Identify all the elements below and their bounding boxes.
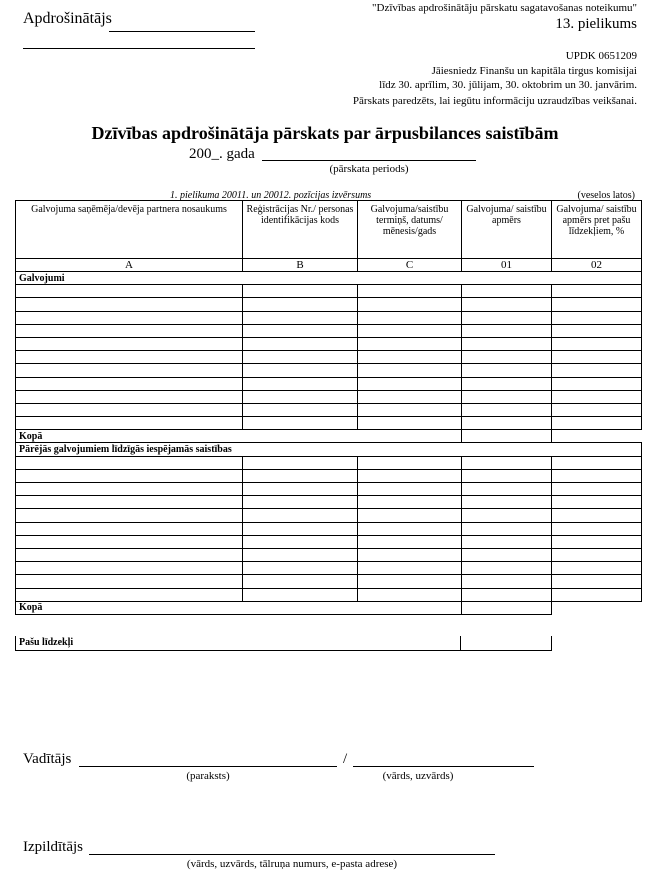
guarantee-cell[interactable] bbox=[552, 337, 642, 350]
guarantee-row bbox=[16, 311, 642, 324]
other-obligation-cell[interactable] bbox=[552, 548, 642, 561]
total-row-1 bbox=[16, 430, 642, 443]
year-prefix: 200_. gada bbox=[189, 146, 255, 162]
guarantee-row bbox=[16, 403, 642, 416]
annex-number: 13. pielikums bbox=[555, 16, 637, 32]
other-obligation-row bbox=[16, 496, 642, 509]
other-obligation-cell[interactable] bbox=[358, 509, 462, 522]
guarantee-row bbox=[16, 377, 642, 390]
guarantee-cell[interactable] bbox=[243, 390, 358, 403]
own-funds-divider bbox=[460, 636, 461, 650]
other-obligation-cell[interactable] bbox=[243, 548, 358, 561]
guarantee-cell[interactable] bbox=[243, 417, 358, 430]
guarantee-cell[interactable] bbox=[16, 285, 243, 298]
guarantee-cell[interactable] bbox=[462, 403, 552, 416]
total-amount-1[interactable] bbox=[462, 430, 552, 443]
guarantee-cell[interactable] bbox=[552, 285, 642, 298]
guarantee-cell[interactable] bbox=[358, 390, 462, 403]
other-obligation-cell[interactable] bbox=[358, 469, 462, 482]
other-obligation-cell[interactable] bbox=[16, 496, 243, 509]
other-obligation-cell[interactable] bbox=[16, 548, 243, 561]
col-code-a: A bbox=[16, 259, 243, 272]
col-code-01: 01 bbox=[462, 259, 552, 272]
other-obligation-cell[interactable] bbox=[243, 483, 358, 496]
insurer-name-line-2[interactable] bbox=[23, 48, 255, 49]
other-obligation-row bbox=[16, 469, 642, 482]
guarantee-row bbox=[16, 364, 642, 377]
section-guarantees-label: Galvojumi bbox=[16, 272, 642, 285]
other-obligation-cell[interactable] bbox=[552, 496, 642, 509]
guarantee-cell[interactable] bbox=[358, 351, 462, 364]
other-obligation-cell[interactable] bbox=[358, 535, 462, 548]
other-obligation-cell[interactable] bbox=[358, 456, 462, 469]
other-obligation-cell[interactable] bbox=[243, 522, 358, 535]
other-obligation-cell[interactable] bbox=[358, 562, 462, 575]
other-obligation-cell[interactable] bbox=[16, 588, 243, 601]
guarantee-cell[interactable] bbox=[243, 298, 358, 311]
other-obligation-row bbox=[16, 522, 642, 535]
other-obligation-cell[interactable] bbox=[243, 456, 358, 469]
other-obligation-cell[interactable] bbox=[243, 588, 358, 601]
table-header-row bbox=[16, 201, 642, 259]
other-obligation-cell[interactable] bbox=[462, 588, 552, 601]
other-obligation-cell[interactable] bbox=[358, 575, 462, 588]
other-obligation-cell[interactable] bbox=[462, 509, 552, 522]
own-funds-row bbox=[15, 636, 552, 651]
guarantee-cell[interactable] bbox=[462, 311, 552, 324]
guarantee-cell[interactable] bbox=[358, 298, 462, 311]
guarantee-cell[interactable] bbox=[462, 417, 552, 430]
other-obligation-cell[interactable] bbox=[243, 496, 358, 509]
other-obligation-row bbox=[16, 588, 642, 601]
own-funds-label: Pašu līdzekļi bbox=[19, 637, 74, 648]
other-obligation-cell[interactable] bbox=[462, 535, 552, 548]
guarantee-row bbox=[16, 417, 642, 430]
other-obligation-cell[interactable] bbox=[243, 509, 358, 522]
manager-label: Vadītājs bbox=[23, 751, 72, 767]
guarantee-cell[interactable] bbox=[552, 311, 642, 324]
guarantee-cell[interactable] bbox=[462, 351, 552, 364]
submit-line-2: līdz 30. aprīlim, 30. jūlijam, 30. oktobrim un 30. janvārim. bbox=[379, 79, 637, 91]
table-note: 1. pielikuma 20011. un 20012. pozīcijas izvērsums bbox=[170, 190, 372, 201]
guarantee-cell[interactable] bbox=[16, 390, 243, 403]
executor-caption: (vārds, uzvārds, tālruņa numurs, e-pasta adrese) bbox=[186, 858, 398, 870]
guarantee-cell[interactable] bbox=[358, 417, 462, 430]
other-obligation-cell[interactable] bbox=[552, 509, 642, 522]
guarantee-cell[interactable] bbox=[358, 364, 462, 377]
guarantee-cell[interactable] bbox=[16, 324, 243, 337]
col-header-amount: Galvojuma/ saistību apmērs bbox=[462, 201, 552, 259]
other-obligation-cell[interactable] bbox=[462, 469, 552, 482]
guarantee-cell[interactable] bbox=[552, 377, 642, 390]
col-code-c: C bbox=[358, 259, 462, 272]
guarantee-cell[interactable] bbox=[552, 403, 642, 416]
other-obligation-cell[interactable] bbox=[552, 588, 642, 601]
col-code-b: B bbox=[243, 259, 358, 272]
purpose-text: Pārskats paredzēts, lai iegūtu informāciju uzraudzības veikšanai. bbox=[352, 95, 637, 107]
guarantee-row bbox=[16, 351, 642, 364]
other-obligation-cell[interactable] bbox=[552, 456, 642, 469]
signature-slash: / bbox=[343, 751, 348, 767]
guarantee-cell[interactable] bbox=[552, 298, 642, 311]
other-obligation-cell[interactable] bbox=[552, 522, 642, 535]
other-obligation-cell[interactable] bbox=[243, 469, 358, 482]
other-obligation-cell[interactable] bbox=[552, 483, 642, 496]
submit-line-1: Jāiesniedz Finanšu un kapitāla tirgus komisijai bbox=[431, 65, 637, 77]
guarantee-cell[interactable] bbox=[358, 324, 462, 337]
guarantee-cell[interactable] bbox=[358, 337, 462, 350]
insurer-name-line[interactable] bbox=[109, 31, 255, 32]
total-amount-2[interactable] bbox=[462, 601, 552, 614]
guarantee-cell[interactable] bbox=[462, 337, 552, 350]
guarantee-cell[interactable] bbox=[552, 351, 642, 364]
other-obligation-cell[interactable] bbox=[16, 456, 243, 469]
other-obligation-cell[interactable] bbox=[358, 496, 462, 509]
period-line[interactable] bbox=[262, 160, 476, 161]
other-obligation-cell[interactable] bbox=[462, 562, 552, 575]
total-empty-1 bbox=[552, 430, 642, 443]
guarantee-row bbox=[16, 337, 642, 350]
other-obligation-cell[interactable] bbox=[552, 575, 642, 588]
other-obligation-cell[interactable] bbox=[358, 588, 462, 601]
other-obligation-cell[interactable] bbox=[358, 522, 462, 535]
guarantee-cell[interactable] bbox=[462, 390, 552, 403]
guarantee-cell[interactable] bbox=[552, 390, 642, 403]
page-title: Dzīvības apdrošinātāja pārskats par ārpusbilances saistībām bbox=[91, 123, 559, 143]
signature-caption: (paraksts) bbox=[186, 770, 230, 782]
guarantee-cell[interactable] bbox=[552, 417, 642, 430]
section-other-label: Pārējās galvojumiem līdzīgās iespējamās saistības bbox=[16, 443, 642, 456]
guarantee-cell[interactable] bbox=[358, 311, 462, 324]
guarantee-row bbox=[16, 390, 642, 403]
guarantee-cell[interactable] bbox=[243, 285, 358, 298]
total-label-1: Kopā bbox=[16, 430, 462, 443]
other-obligations-rows bbox=[16, 456, 642, 601]
other-obligation-cell[interactable] bbox=[552, 469, 642, 482]
guarantee-cell[interactable] bbox=[16, 403, 243, 416]
other-obligation-cell[interactable] bbox=[552, 535, 642, 548]
other-obligation-row bbox=[16, 509, 642, 522]
other-obligation-row bbox=[16, 456, 642, 469]
guarantee-cell[interactable] bbox=[16, 337, 243, 350]
executor-line[interactable] bbox=[89, 854, 495, 855]
guarantee-cell[interactable] bbox=[358, 285, 462, 298]
other-obligation-row bbox=[16, 548, 642, 561]
guarantee-cell[interactable] bbox=[462, 285, 552, 298]
other-obligation-cell[interactable] bbox=[243, 575, 358, 588]
period-caption: (pārskata periods) bbox=[329, 163, 409, 175]
other-obligation-cell[interactable] bbox=[16, 575, 243, 588]
guarantee-cell[interactable] bbox=[243, 403, 358, 416]
guarantee-row bbox=[16, 298, 642, 311]
other-obligation-row bbox=[16, 575, 642, 588]
other-obligation-cell[interactable] bbox=[358, 548, 462, 561]
total-empty-2 bbox=[552, 601, 642, 614]
guarantee-cell[interactable] bbox=[358, 377, 462, 390]
other-obligation-cell[interactable] bbox=[16, 469, 243, 482]
guarantee-cell[interactable] bbox=[243, 364, 358, 377]
off-balance-table bbox=[15, 200, 642, 615]
guarantee-cell[interactable] bbox=[16, 351, 243, 364]
executor-label: Izpildītājs bbox=[23, 839, 83, 855]
col-code-02: 02 bbox=[552, 259, 642, 272]
other-obligation-cell[interactable] bbox=[243, 535, 358, 548]
guarantee-cell[interactable] bbox=[358, 403, 462, 416]
guarantee-row bbox=[16, 285, 642, 298]
col-header-term: Galvojuma/saistību termiņš, datums/ mēnesis/gads bbox=[358, 201, 462, 259]
other-obligation-cell[interactable] bbox=[462, 575, 552, 588]
total-label-2: Kopā bbox=[16, 601, 462, 614]
other-obligation-row bbox=[16, 562, 642, 575]
column-codes-row bbox=[16, 259, 642, 272]
guarantees-rows bbox=[16, 285, 642, 430]
other-obligation-cell[interactable] bbox=[462, 483, 552, 496]
total-row-2 bbox=[16, 601, 642, 614]
guarantee-cell[interactable] bbox=[243, 377, 358, 390]
guarantee-row bbox=[16, 324, 642, 337]
form-code: UPDK 0651209 bbox=[565, 50, 637, 62]
other-obligation-cell[interactable] bbox=[16, 562, 243, 575]
manager-name-line[interactable] bbox=[353, 766, 534, 767]
guarantee-cell[interactable] bbox=[243, 311, 358, 324]
guarantee-cell[interactable] bbox=[16, 364, 243, 377]
name-caption: (vārds, uzvārds) bbox=[382, 770, 454, 782]
guarantee-cell[interactable] bbox=[552, 324, 642, 337]
guarantee-cell[interactable] bbox=[16, 417, 243, 430]
other-obligation-cell[interactable] bbox=[462, 456, 552, 469]
guarantee-cell[interactable] bbox=[16, 377, 243, 390]
other-obligation-cell[interactable] bbox=[16, 535, 243, 548]
guarantee-cell[interactable] bbox=[243, 324, 358, 337]
guarantee-cell[interactable] bbox=[462, 298, 552, 311]
currency-note: (veselos latos) bbox=[577, 190, 635, 201]
section-guarantees-row bbox=[16, 272, 642, 285]
other-obligation-cell[interactable] bbox=[462, 548, 552, 561]
other-obligation-cell[interactable] bbox=[16, 522, 243, 535]
other-obligation-cell[interactable] bbox=[243, 562, 358, 575]
col-header-reg-nr: Reģistrācijas Nr./ personas identifikācijas kods bbox=[243, 201, 358, 259]
manager-signature-line[interactable] bbox=[79, 766, 337, 767]
guarantee-cell[interactable] bbox=[462, 364, 552, 377]
col-header-partner: Galvojuma saņēmēja/devēja partnera nosaukums bbox=[16, 201, 243, 259]
guarantee-cell[interactable] bbox=[16, 311, 243, 324]
guarantee-cell[interactable] bbox=[243, 351, 358, 364]
other-obligation-cell[interactable] bbox=[462, 496, 552, 509]
other-obligation-cell[interactable] bbox=[462, 522, 552, 535]
section-other-row bbox=[16, 443, 642, 456]
other-obligation-cell[interactable] bbox=[16, 483, 243, 496]
insurer-label: Apdrošinātājs bbox=[23, 10, 112, 27]
regulation-title: "Dzīvības apdrošinātāju pārskatu sagatavošanas noteikumu" bbox=[372, 2, 637, 14]
other-obligation-cell[interactable] bbox=[358, 483, 462, 496]
guarantee-cell[interactable] bbox=[462, 324, 552, 337]
guarantee-cell[interactable] bbox=[243, 337, 358, 350]
col-header-ratio: Galvojuma/ saistību apmērs pret pašu līdzekļiem, % bbox=[552, 201, 642, 259]
other-obligation-cell[interactable] bbox=[16, 509, 243, 522]
other-obligation-row bbox=[16, 535, 642, 548]
guarantee-cell[interactable] bbox=[16, 298, 243, 311]
other-obligation-row bbox=[16, 483, 642, 496]
guarantee-cell[interactable] bbox=[462, 377, 552, 390]
guarantee-cell[interactable] bbox=[552, 364, 642, 377]
other-obligation-cell[interactable] bbox=[552, 562, 642, 575]
